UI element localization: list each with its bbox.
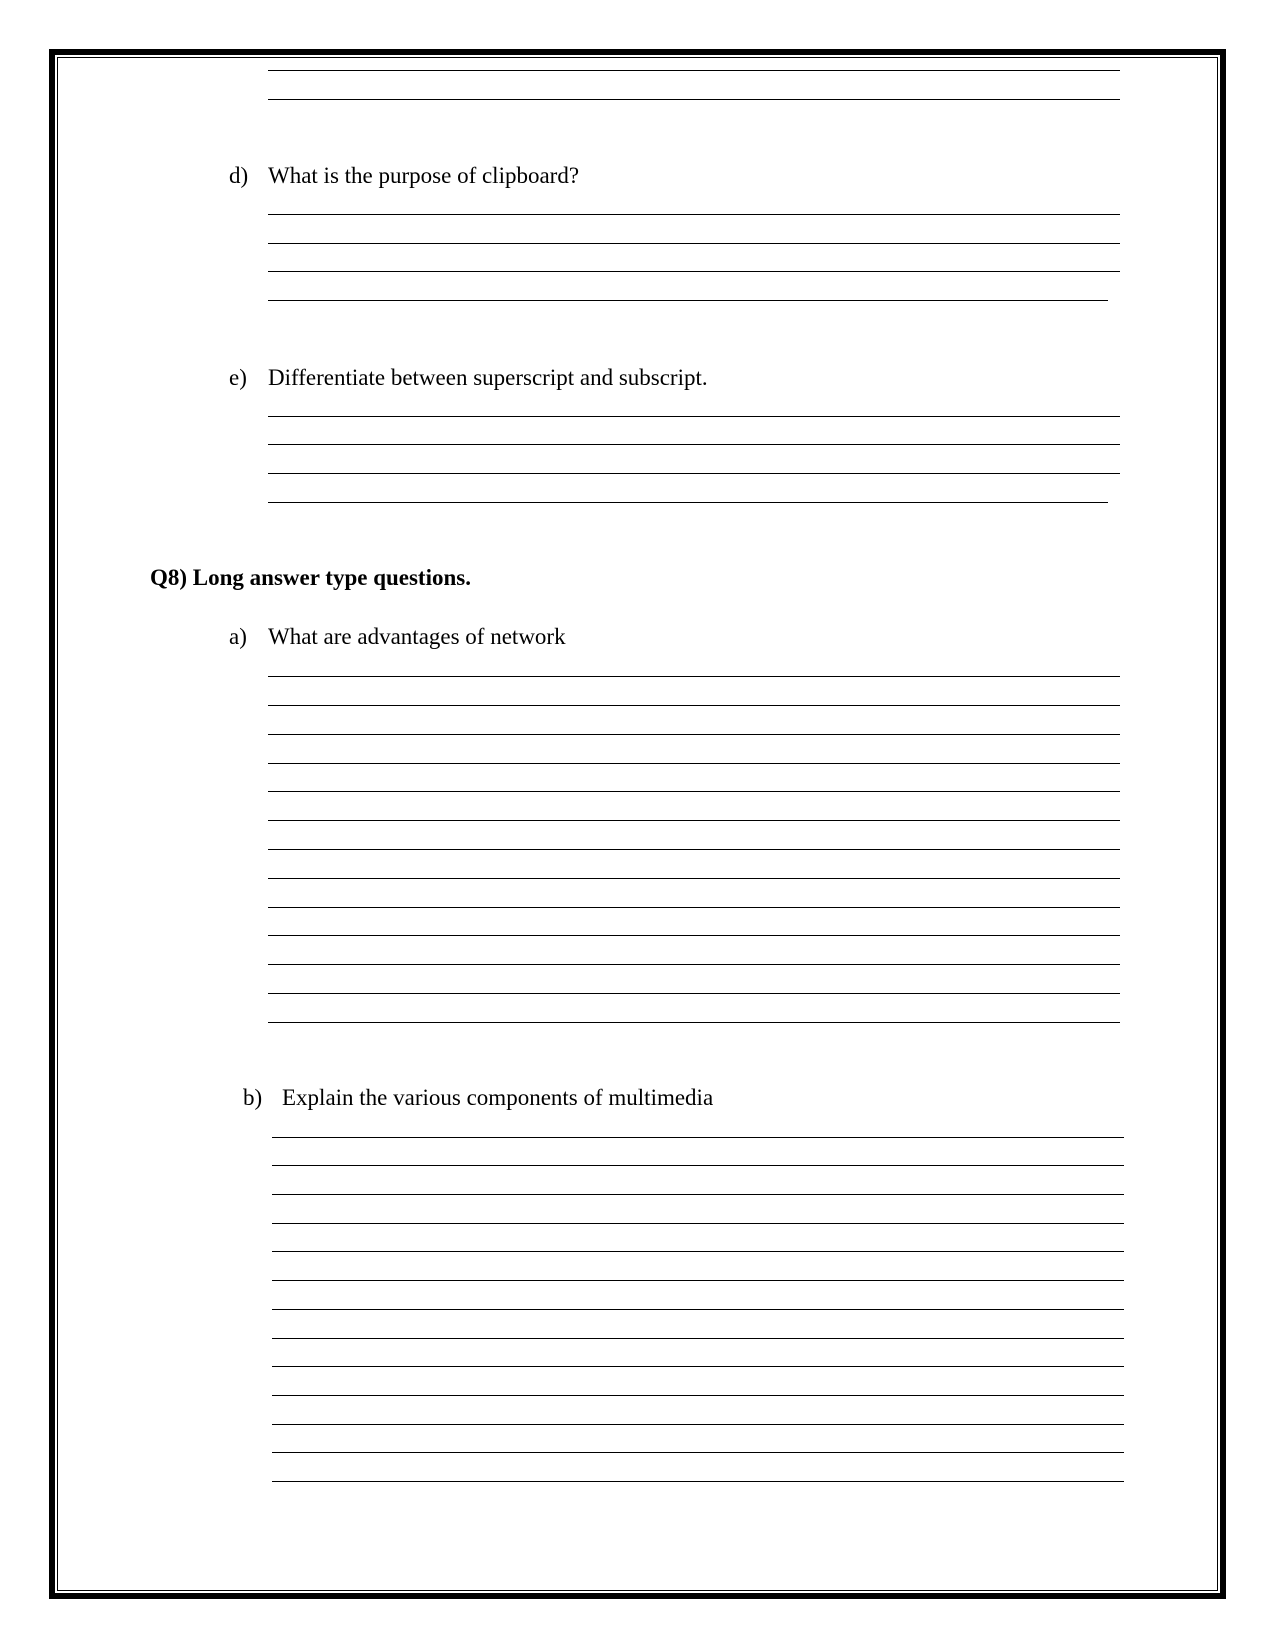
answer-line[interactable] (268, 473, 1120, 474)
answer-line[interactable] (272, 1481, 1124, 1482)
answer-line[interactable] (268, 70, 1120, 71)
answer-line[interactable] (272, 1424, 1124, 1425)
answer-line[interactable] (272, 1452, 1124, 1453)
question-text: Differentiate between superscript and subscript. (268, 365, 708, 390)
answer-line[interactable] (272, 1395, 1124, 1396)
answer-line[interactable] (268, 820, 1120, 821)
answer-line[interactable] (272, 1309, 1124, 1310)
answer-line[interactable] (268, 878, 1120, 879)
answer-line[interactable] (272, 1165, 1124, 1166)
answer-line[interactable] (268, 849, 1120, 850)
answer-line[interactable] (268, 99, 1120, 100)
answer-line[interactable] (268, 444, 1120, 445)
answer-line[interactable] (272, 1137, 1124, 1138)
answer-line[interactable] (268, 734, 1120, 735)
question-letter: b) (243, 1085, 263, 1110)
question-text: What is the purpose of clipboard? (268, 163, 580, 188)
answer-line[interactable] (268, 993, 1120, 994)
answer-line[interactable] (268, 763, 1120, 764)
answer-line[interactable] (268, 416, 1120, 417)
answer-line[interactable] (268, 791, 1120, 792)
answer-line[interactable] (272, 1194, 1124, 1195)
answer-line[interactable] (268, 300, 1108, 301)
answer-line[interactable] (268, 243, 1120, 244)
page-inner-border (57, 57, 1218, 1591)
answer-line[interactable] (268, 705, 1120, 706)
question-letter: d) (229, 163, 249, 188)
question-text: Explain the various components of multimedia (282, 1085, 714, 1110)
answer-line[interactable] (268, 1022, 1120, 1023)
answer-line[interactable] (272, 1280, 1124, 1281)
answer-line[interactable] (268, 271, 1120, 272)
answer-line[interactable] (268, 935, 1120, 936)
answer-line[interactable] (272, 1366, 1124, 1367)
answer-line[interactable] (268, 907, 1120, 908)
answer-line[interactable] (268, 964, 1120, 965)
question-letter: a) (229, 624, 247, 649)
answer-line[interactable] (272, 1223, 1124, 1224)
answer-line[interactable] (268, 214, 1120, 215)
answer-line[interactable] (272, 1251, 1124, 1252)
question-letter: e) (229, 365, 247, 390)
answer-line[interactable] (268, 502, 1108, 503)
section-heading: Q8) Long answer type questions. (150, 565, 471, 590)
answer-line[interactable] (268, 676, 1120, 677)
answer-line[interactable] (272, 1338, 1124, 1339)
question-text: What are advantages of network (268, 624, 566, 649)
